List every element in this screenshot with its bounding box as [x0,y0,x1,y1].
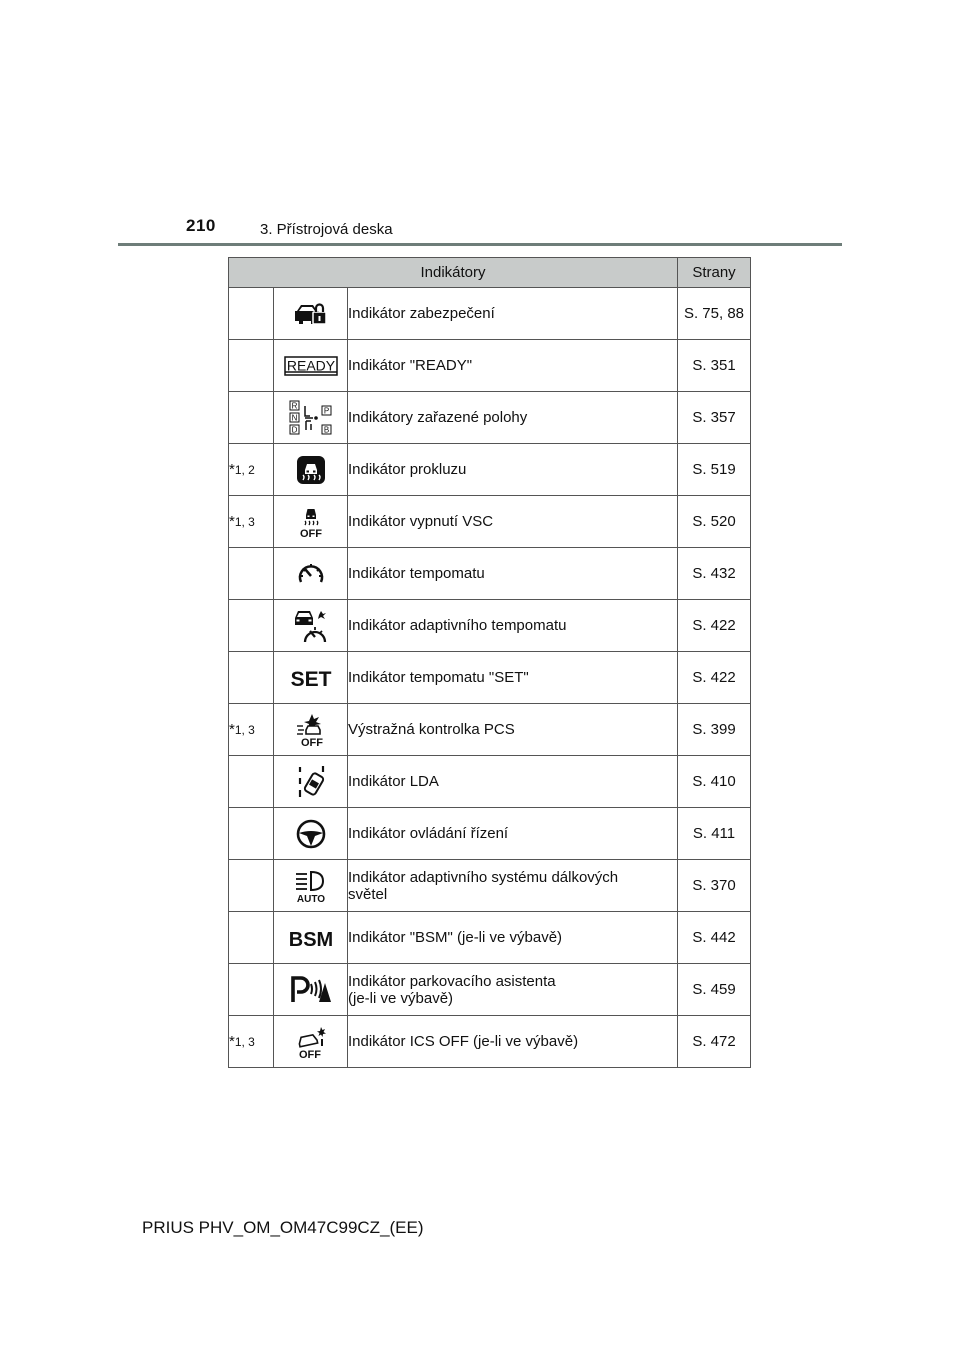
footnote-text: 1, 3 [234,723,255,737]
page-ref: S. 357 [678,392,751,444]
pcs-warning-icon [295,712,327,748]
description-cell [348,1016,678,1068]
table-row [229,340,751,392]
pcs-off-label: OFF [300,736,323,748]
page-ref: S. 75, 88 [678,288,751,340]
ics-off-indicator-icon [293,1024,329,1060]
page-ref: S. 519 [678,444,751,496]
table-row [229,808,751,860]
description-cell [348,444,678,496]
description-cell [348,964,678,1016]
description-text: Indikátor ICS OFF (je-li ve výbavě) [348,1033,579,1050]
table-header-row [229,258,751,288]
icon-cell [274,756,348,808]
description-text: Indikátor tempomatu "SET" [348,669,529,686]
icon-cell [274,548,348,600]
footnote-cell [229,860,274,912]
slip-indicator-icon [296,455,326,485]
footnote-asterisk: * [229,513,235,530]
shift-position-indicator-icon [289,400,333,436]
description-text: Indikátor vypnutí VSC [348,513,494,530]
table-row [229,600,751,652]
description-cell [348,340,678,392]
security-indicator-icon [294,301,328,327]
svg-text:R: R [291,401,297,410]
footnote-cell [229,444,274,496]
footnote-cell [229,496,274,548]
footer-model-code: PRIUS PHV_OM_OM47C99CZ_(EE) [142,1218,424,1237]
page-ref: S. 432 [678,548,751,600]
page-number: 210 [186,216,216,235]
page-ref: S. 459 [678,964,751,1016]
description-text: Indikátory zařazené polohy [348,409,528,426]
footnote-cell [229,964,274,1016]
set-icon-label: SET [290,667,331,690]
bsm-indicator-icon [287,926,335,950]
table-row [229,1016,751,1068]
footnote-cell [229,1016,274,1068]
column-header-indicators: Indikátory [229,258,678,288]
vsc-off-label: OFF [299,527,322,539]
ready-indicator-icon [284,356,338,376]
table-row [229,288,751,340]
table-row [229,912,751,964]
section-title: 3. Přístrojová deska [260,221,393,238]
footnote-asterisk: * [229,461,235,478]
parking-assist-indicator-icon [289,975,333,1005]
description-text: Indikátor parkovacího asistenta [348,972,556,990]
description-cell [348,548,678,600]
footnote-cell [229,392,274,444]
footnote-asterisk: * [229,721,235,738]
description-text: Indikátor adaptivního systému dálkových [348,868,619,886]
header-divider [118,243,842,246]
page-ref: S. 422 [678,600,751,652]
description-cell [348,392,678,444]
description-text: Indikátor prokluzu [348,461,467,478]
footnote-cell [229,704,274,756]
vsc-off-indicator-icon [296,505,326,539]
bsm-icon-label: BSM [288,928,333,950]
description-text: Indikátor adaptivního tempomatu [348,617,567,634]
adaptive-cruise-indicator-icon [293,608,329,644]
ics-off-label: OFF [298,1048,321,1060]
footnote-cell [229,288,274,340]
page-ref: S. 351 [678,340,751,392]
cruise-set-indicator-icon [289,666,333,690]
description-text: Výstražná kontrolka PCS [348,721,515,738]
page-ref: S. 411 [678,808,751,860]
icon-cell [274,1016,348,1068]
lda-indicator-icon [294,764,328,800]
description-cell [348,704,678,756]
svg-text:D: D [291,425,297,434]
icon-cell [274,912,348,964]
auto-high-beam-indicator-icon [293,868,329,904]
page-ref: S. 410 [678,756,751,808]
footnote-cell [229,652,274,704]
icon-cell [274,288,348,340]
footnote-cell [229,600,274,652]
table-row [229,964,751,1016]
steering-control-indicator-icon [295,818,327,850]
icon-cell [274,652,348,704]
description-cell [348,860,678,912]
ready-icon-label: READY [286,357,335,373]
page-ref: S. 442 [678,912,751,964]
footnote-text: 1, 3 [234,515,255,529]
table-row [229,392,751,444]
icon-cell [274,860,348,912]
page-ref: S. 520 [678,496,751,548]
icon-cell [274,808,348,860]
description-cell [348,756,678,808]
table-row [229,756,751,808]
icon-cell [274,496,348,548]
auto-label: AUTO [296,893,325,904]
footnote-cell [229,548,274,600]
table-row [229,704,751,756]
footnote-text: 1, 2 [234,463,255,477]
footnote-cell [229,808,274,860]
svg-text:N: N [291,413,297,422]
icon-cell [274,600,348,652]
footnote-asterisk: * [229,1033,235,1050]
description-cell [348,652,678,704]
description-text-line2: světel [348,885,388,903]
table-row [229,652,751,704]
footnote-text: 1, 3 [234,1035,255,1049]
description-cell [348,288,678,340]
description-text: Indikátor "BSM" (je-li ve výbavě) [348,929,563,946]
indicator-table [228,257,751,1068]
cruise-control-indicator-icon [296,561,326,587]
description-text: Indikátor ovládání řízení [348,825,509,842]
description-cell [348,912,678,964]
page-ref: S. 422 [678,652,751,704]
description-text: Indikátor zabezpečení [348,305,495,322]
svg-text:P: P [323,406,329,415]
icon-cell [274,704,348,756]
svg-text:B: B [323,425,329,434]
description-cell [348,808,678,860]
table-row [229,548,751,600]
footnote-cell [229,756,274,808]
description-text: Indikátor LDA [348,773,439,790]
page-ref: S. 399 [678,704,751,756]
description-cell [348,496,678,548]
icon-cell [274,964,348,1016]
page-ref: S. 370 [678,860,751,912]
table-row [229,444,751,496]
footnote-cell [229,912,274,964]
column-header-pages: Strany [678,258,751,288]
page-ref: S. 472 [678,1016,751,1068]
description-text: Indikátor tempomatu [348,565,485,582]
footnote-cell [229,340,274,392]
description-text: Indikátor "READY" [348,357,473,374]
description-text-line2: (je-li ve výbavě) [348,989,454,1007]
table-row [229,860,751,912]
icon-cell [274,392,348,444]
description-cell [348,600,678,652]
icon-cell [274,340,348,392]
icon-cell [274,444,348,496]
table-row [229,496,751,548]
